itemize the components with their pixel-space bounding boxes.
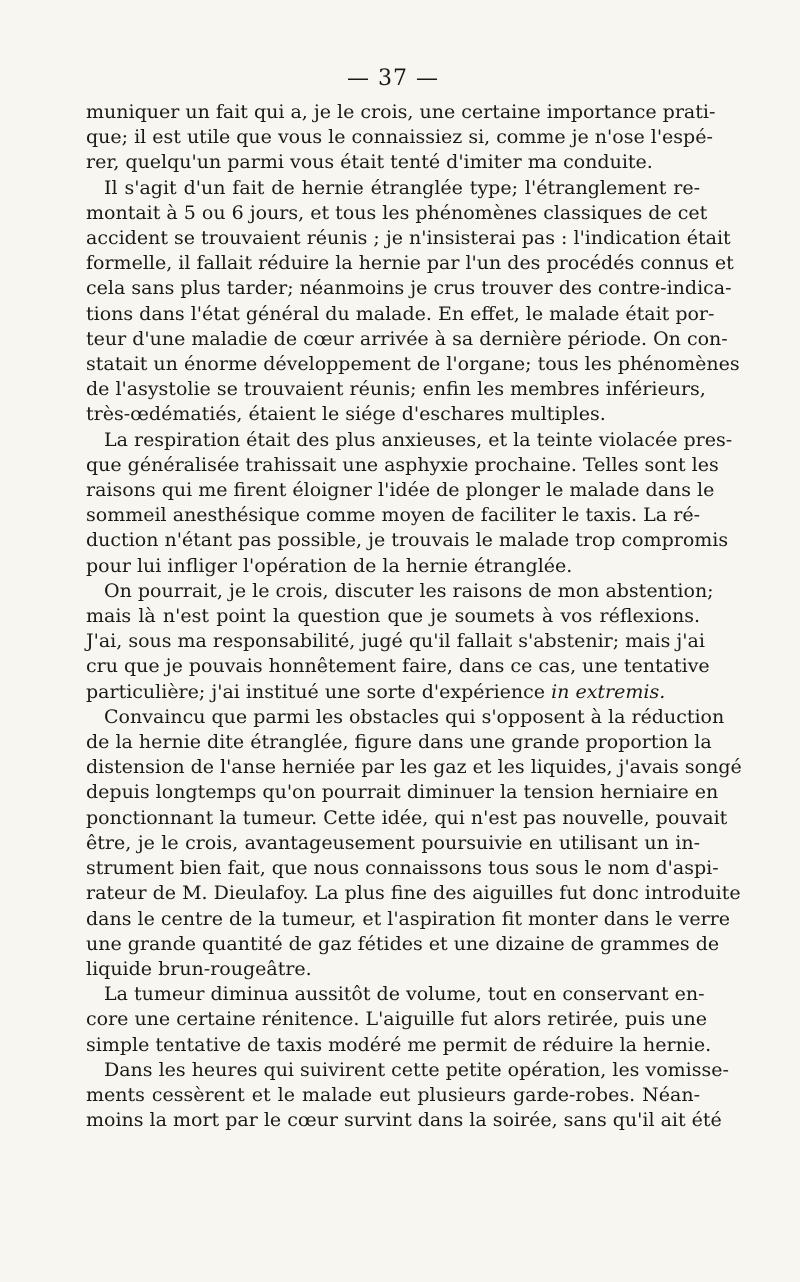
page-number: — 37 — (347, 66, 439, 91)
text-line: muniquer un fait qui a, je le crois, une certaine importance prati- (86, 101, 716, 123)
text-line: être, je le crois, avantageusement poursuivie en utilisant un in- (86, 831, 700, 854)
text-line: rer, quelqu'un parmi vous était tenté d'imiter ma conduite. (86, 151, 653, 174)
text-line (86, 680, 700, 705)
text-line: Dans les heures qui suivirent cette petite opération, les vomisse- (104, 1058, 729, 1081)
text-line: moins la mort par le cœur survint dans la soirée, sans qu'il ait été (86, 1109, 722, 1132)
text-line: cela sans plus tarder; néanmoins je crus trouver des contre-indica- (86, 277, 732, 300)
text-line: très-œdématiés, étaient le siége d'eschares multiples. (86, 403, 606, 426)
text-line: teur d'une maladie de cœur arrivée à sa dernière période. On con- (86, 327, 728, 350)
text-line: core une certaine rénitence. L'aiguille fut alors retirée, puis une (86, 1008, 707, 1031)
text-line: La respiration était des plus anxieuses, et la teinte violacée pres- (104, 428, 733, 451)
text-line: ments cessèrent et le malade eut plusieurs garde-robes. Néan- (86, 1083, 700, 1106)
text-line: pour lui infliger l'opération de la hernie étranglée. (86, 554, 573, 577)
text-line: liquide brun-rougeâtre. (86, 957, 312, 980)
text-line: simple tentative de taxis modéré me permit de réduire la hernie. (86, 1033, 712, 1056)
document-page (86, 62, 742, 1242)
text-line: de l'asystolie se trouvaient réunis; enfin les membres inférieurs, (86, 378, 706, 401)
body-text (86, 100, 742, 1133)
text-line: mais là n'est point la question que je soumets à vos réflexions. (86, 605, 700, 628)
text-line: Il s'agit d'un fait de hernie étranglée type; l'étranglement re- (104, 176, 700, 199)
text-line: ponctionnant la tumeur. Cette idée, qui n'est pas nouvelle, pouvait (86, 806, 728, 829)
text-line: dans le centre de la tumeur, et l'aspiration fit monter dans le verre (86, 907, 731, 930)
text-line: La tumeur diminua aussitôt de volume, tout en conservant en- (104, 983, 705, 1006)
text-line: que; il est utile que vous le connaissiez si, comme je n'ose l'espé- (86, 126, 713, 149)
text-line: tions dans l'état général du malade. En effet, le malade était por- (86, 302, 715, 325)
text-line: accident se trouvaient réunis ; je n'insisterai pas : l'indication était (86, 227, 731, 250)
text-line: que généralisée trahissait une asphyxie prochaine. Telles sont les (86, 453, 719, 476)
text-fragment: particulière; j'ai institué une sorte d'expérience (86, 680, 546, 703)
text-line: sommeil anesthésique comme moyen de faciliter le taxis. La ré- (86, 504, 700, 527)
text-line: formelle, il fallait réduire la hernie par l'un des procédés connus et (86, 252, 734, 275)
text-line: statait un énorme développement de l'organe; tous les phénomènes (86, 353, 740, 376)
text-line: de la hernie dite étranglée, figure dans une grande proportion la (86, 731, 712, 754)
text-line: strument bien fait, que nous connaissons tous sous le nom d'aspi- (86, 857, 719, 880)
text-line: rateur de M. Dieulafoy. La plus fine des aiguilles fut donc introduite (86, 882, 741, 905)
text-line: J'ai, sous ma responsabilité, jugé qu'il fallait s'abstenir; mais j'ai (86, 630, 705, 653)
text-line: cru que je pouvais honnêtement faire, dans ce cas, une tentative (86, 655, 710, 678)
text-line: montait à 5 ou 6 jours, et tous les phénomènes classiques de cet (86, 201, 708, 224)
text-line: duction n'étant pas possible, je trouvais le malade trop compromis (86, 529, 729, 552)
text-line: distension de l'anse herniée par les gaz et les liquides, j'avais songé (86, 756, 742, 779)
italic-phrase: in extremis. (551, 680, 666, 703)
text-line: une grande quantité de gaz fétides et une dizaine de grammes de (86, 932, 720, 955)
text-line: raisons qui me firent éloigner l'idée de plonger le malade dans le (86, 479, 715, 502)
text-line: depuis longtemps qu'on pourrait diminuer la tension herniaire en (86, 781, 719, 804)
text-line: Convaincu que parmi les obstacles qui s'opposent à la réduction (104, 705, 725, 728)
text-line: On pourrait, je le crois, discuter les raisons de mon abstention; (104, 579, 714, 602)
